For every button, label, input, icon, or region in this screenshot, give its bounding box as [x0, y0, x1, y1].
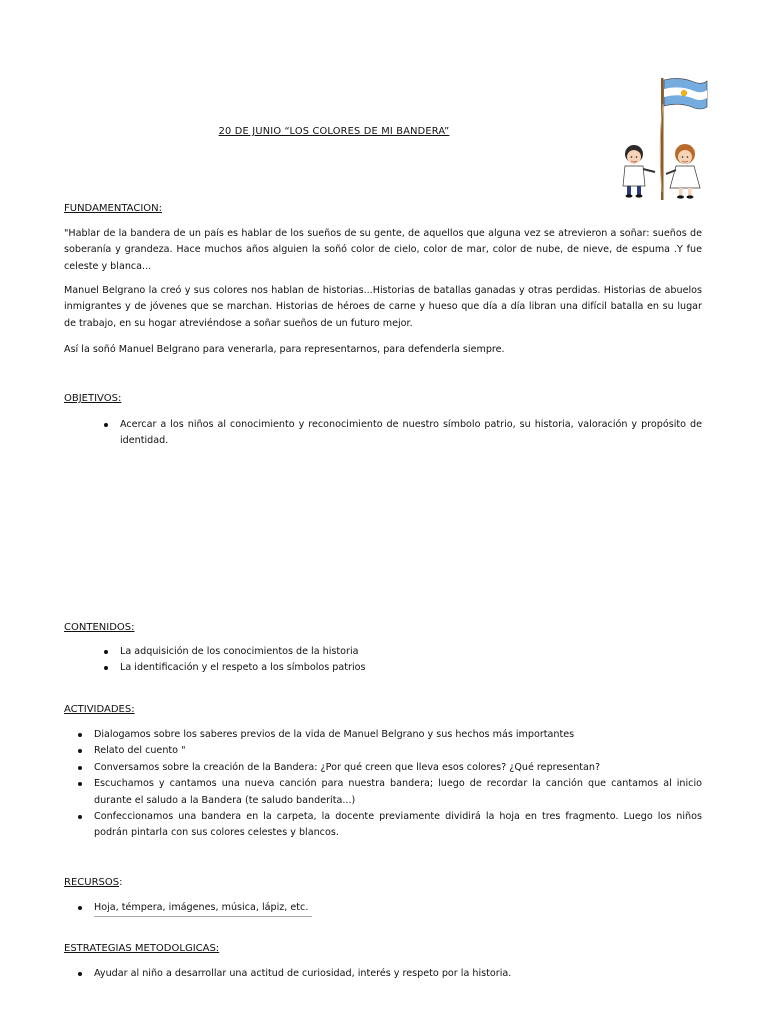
- estrategias-heading: ESTRATEGIAS METODOLGICAS:: [64, 943, 220, 954]
- recursos-list: [94, 900, 702, 917]
- list-item: La identificación y el respeto a los símbolos patrios: [120, 660, 702, 676]
- children-with-flag-image: [610, 74, 710, 202]
- recursos-heading-wrapper: [64, 875, 122, 891]
- list-item: Dialogamos sobre los saberes previos de la vida de Manuel Belgrano y sus hechos más importantes: [94, 727, 702, 743]
- argentine-flag: [664, 78, 707, 109]
- list-item: Ayudar al niño a desarrollar una actitud de curiosidad, interés y respeto por la historia.: [94, 966, 702, 982]
- list-item: Conversamos sobre la creación de la Bandera: ¿Por qué creen que lleva esos colores? ¿Qué representan?: [94, 760, 702, 776]
- list-item: La adquisición de los conocimientos de la historia: [120, 644, 702, 660]
- objetivos-heading: OBJETIVOS:: [64, 393, 122, 404]
- flag-raising-illustration: [610, 74, 710, 202]
- estrategias-list: [94, 966, 702, 982]
- list-item: Acercar a los niños al conocimiento y reconocimiento de nuestro símbolo patrio, su historia, valoración y propósito de identidad.: [120, 417, 702, 450]
- actividades-heading: ACTIVIDADES:: [64, 704, 135, 715]
- recursos-heading: RECURSOS: [64, 877, 120, 888]
- list-item: Escuchamos y cantamos una nueva canción para nuestra bandera; luego de recordar la canción que cantamos al inicio durante el saludo a la Bandera (te saludo banderita...): [94, 776, 702, 809]
- girl-figure: [666, 144, 700, 199]
- recursos-item-text: Hoja, témpera, imágenes, música, lápiz, etc.: [94, 900, 312, 917]
- list-item: Confeccionamos una bandera en la carpeta, la docente previamente dividirá la hoja en tres fragmento. Luego los niños podrán pintarla con sus colores celestes y blancos.: [94, 809, 702, 842]
- fundamentacion-paragraph-2: Manuel Belgrano la creó y sus colores nos hablan de historias...Historias de batallas ganadas y otras perdidas. Historias de abuelos inmigrantes y de jóvenes que se marchan. Historias de héroes de carne y hueso que día a día libran una difícil batalla en su lugar de trabajo, en su hogar atreviéndose a soñar sueños de un futuro mejor.: [64, 285, 702, 329]
- fundamentacion-paragraph-3: Así la soñó Manuel Belgrano para venerarla, para representarnos, para defenderla siempre.: [64, 344, 505, 355]
- document-title: 20 DE JUNIO “LOS COLORES DE MI BANDERA”: [218, 126, 450, 137]
- contenidos-heading: CONTENIDOS:: [64, 622, 135, 633]
- fundamentacion-heading: FUNDAMENTACION:: [64, 203, 162, 214]
- actividades-list: [94, 727, 702, 842]
- sun-of-may-icon: [681, 90, 687, 96]
- contenidos-list: [120, 644, 702, 677]
- boy-figure: [623, 145, 655, 198]
- fundamentacion-paragraph-1: "Hablar de la bandera de un país es hablar de los sueños de su gente, de aquellos que alguna vez se atrevieron a soñar: sueños de soberanía y grandeza. Hace muchos años alguien la soñó color de cielo, color de mar, color de nube, de nieve, de espuma .Y fue celeste y blanca...: [64, 228, 702, 272]
- list-item: Relato del cuento ": [94, 743, 702, 759]
- objetivos-list: [120, 417, 702, 450]
- recursos-colon: :: [119, 877, 123, 888]
- list-item: [94, 900, 702, 917]
